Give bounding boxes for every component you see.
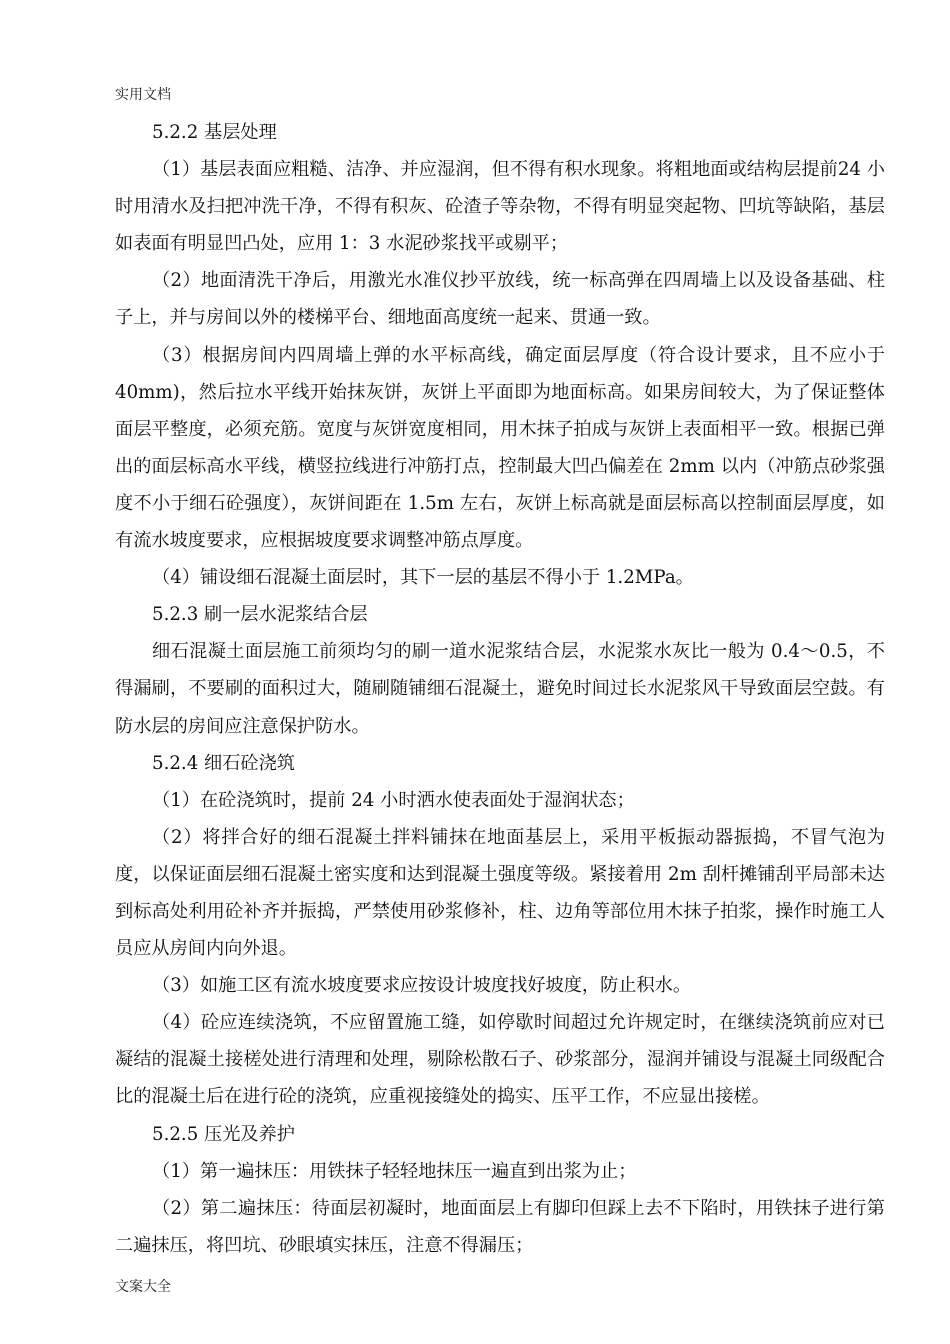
section-heading-5-2-5: 5.2.5 压光及养护 xyxy=(152,1123,295,1145)
section-heading-5-2-2: 5.2.2 基层处理 xyxy=(152,122,277,143)
paragraph: 细石混凝土面层施工前须均匀的刷一道水泥浆结合层，水泥浆水灰比一般为 0.4～0.5，不得漏刷，不要刷的面积过大，随刷随铺细石混凝土，避免时间过长水泥浆风干导致面层空鼓。有防水层的房间应注意保护防水。 xyxy=(115,641,885,737)
paragraph: （2）第二遍抹压：待面层初凝时，地面面层上有脚印但踩上去不下陷时，用铁抹子进行第二遍抹压，将凹坑、砂眼填实抹压，注意不得漏压； xyxy=(115,1197,885,1256)
document-body xyxy=(115,114,885,1264)
paragraph: （4）铺设细石混凝土面层时，其下一层的基层不得小于 1.2MPa。 xyxy=(152,567,694,589)
page-header: 实用文档 xyxy=(115,87,171,103)
paragraph: （2）地面清洗干净后，用激光水准仪抄平放线，统一标高弹在四周墙上以及设备基础、柱子上，并与房间以外的楼梯平台、细地面高度统一起来、贯通一致。 xyxy=(115,270,885,329)
paragraph: （2）将拌合好的细石混凝土拌料铺抹在地面基层上，采用平板振动器振捣，不冒气泡为度，以保证面层细石混凝土密实度和达到混凝土强度等级。紧接着用 2m 刮杆摊铺刮平局部未达到标高处利用砼补齐并振捣，严禁使用砂浆修补，柱、边角等部位用木抹子拍浆，操作时施工人员应从房间内向外退。 xyxy=(115,826,885,960)
paragraph: （1）在砼浇筑时，提前 24 小时洒水使表面处于湿润状态； xyxy=(152,789,635,811)
paragraph: （1）基层表面应粗糙、洁净、并应湿润，但不得有积水现象。将粗地面或结构层提前24 小时用清水及扫把冲洗干净，不得有积灰、砼渣子等杂物，不得有明显突起物、凹坑等缺陷，基层如表面有明显凹凸处，应用 1：3 水泥砂浆找平或剔平； xyxy=(115,159,885,255)
paragraph: （3）如施工区有流水坡度要求应按设计坡度找好坡度，防止积水。 xyxy=(152,975,692,997)
paragraph: （1）第一遍抹压：用铁抹子轻轻地抹压一遍直到出浆为止； xyxy=(152,1160,637,1182)
paragraph: （3）根据房间内四周墙上弹的水平标高线，确定面层厚度（符合设计要求，且不应小于 40mm)，然后拉水平线开始抹灰饼，灰饼上平面即为地面标高。如果房间较大，为了保证整体面层平整度，必须充筋。宽度与灰饼宽度相同，用木抹子拍成与灰饼上表面相平一致。根据已弹出的面层标高水平线，横竖拉线进行冲筋打点，控制最大凹凸偏差在 2mm 以内（冲筋点砂浆强度不小于细石砼强度），灰饼间距在 1.5m 左右，灰饼上标高就是面层标高以控制面层厚度，如有流水坡度要求，应根据坡度要求调整冲筋点厚度。 xyxy=(115,344,885,552)
page-footer: 文案大全 xyxy=(115,1279,171,1295)
section-heading-5-2-3: 5.2.3 刷一层水泥浆结合层 xyxy=(152,604,368,626)
section-heading-5-2-4: 5.2.4 细石砼浇筑 xyxy=(152,752,295,774)
paragraph: （4）砼应连续浇筑，不应留置施工缝，如停歇时间超过允许规定时，在继续浇筑前应对已凝结的混凝土接槎处进行清理和处理，剔除松散石子、砂浆部分，湿润并铺设与混凝土同级配合比的混凝土后在进行砼的浇筑，应重视接缝处的捣实、压平工作，不应显出接槎。 xyxy=(115,1012,885,1108)
